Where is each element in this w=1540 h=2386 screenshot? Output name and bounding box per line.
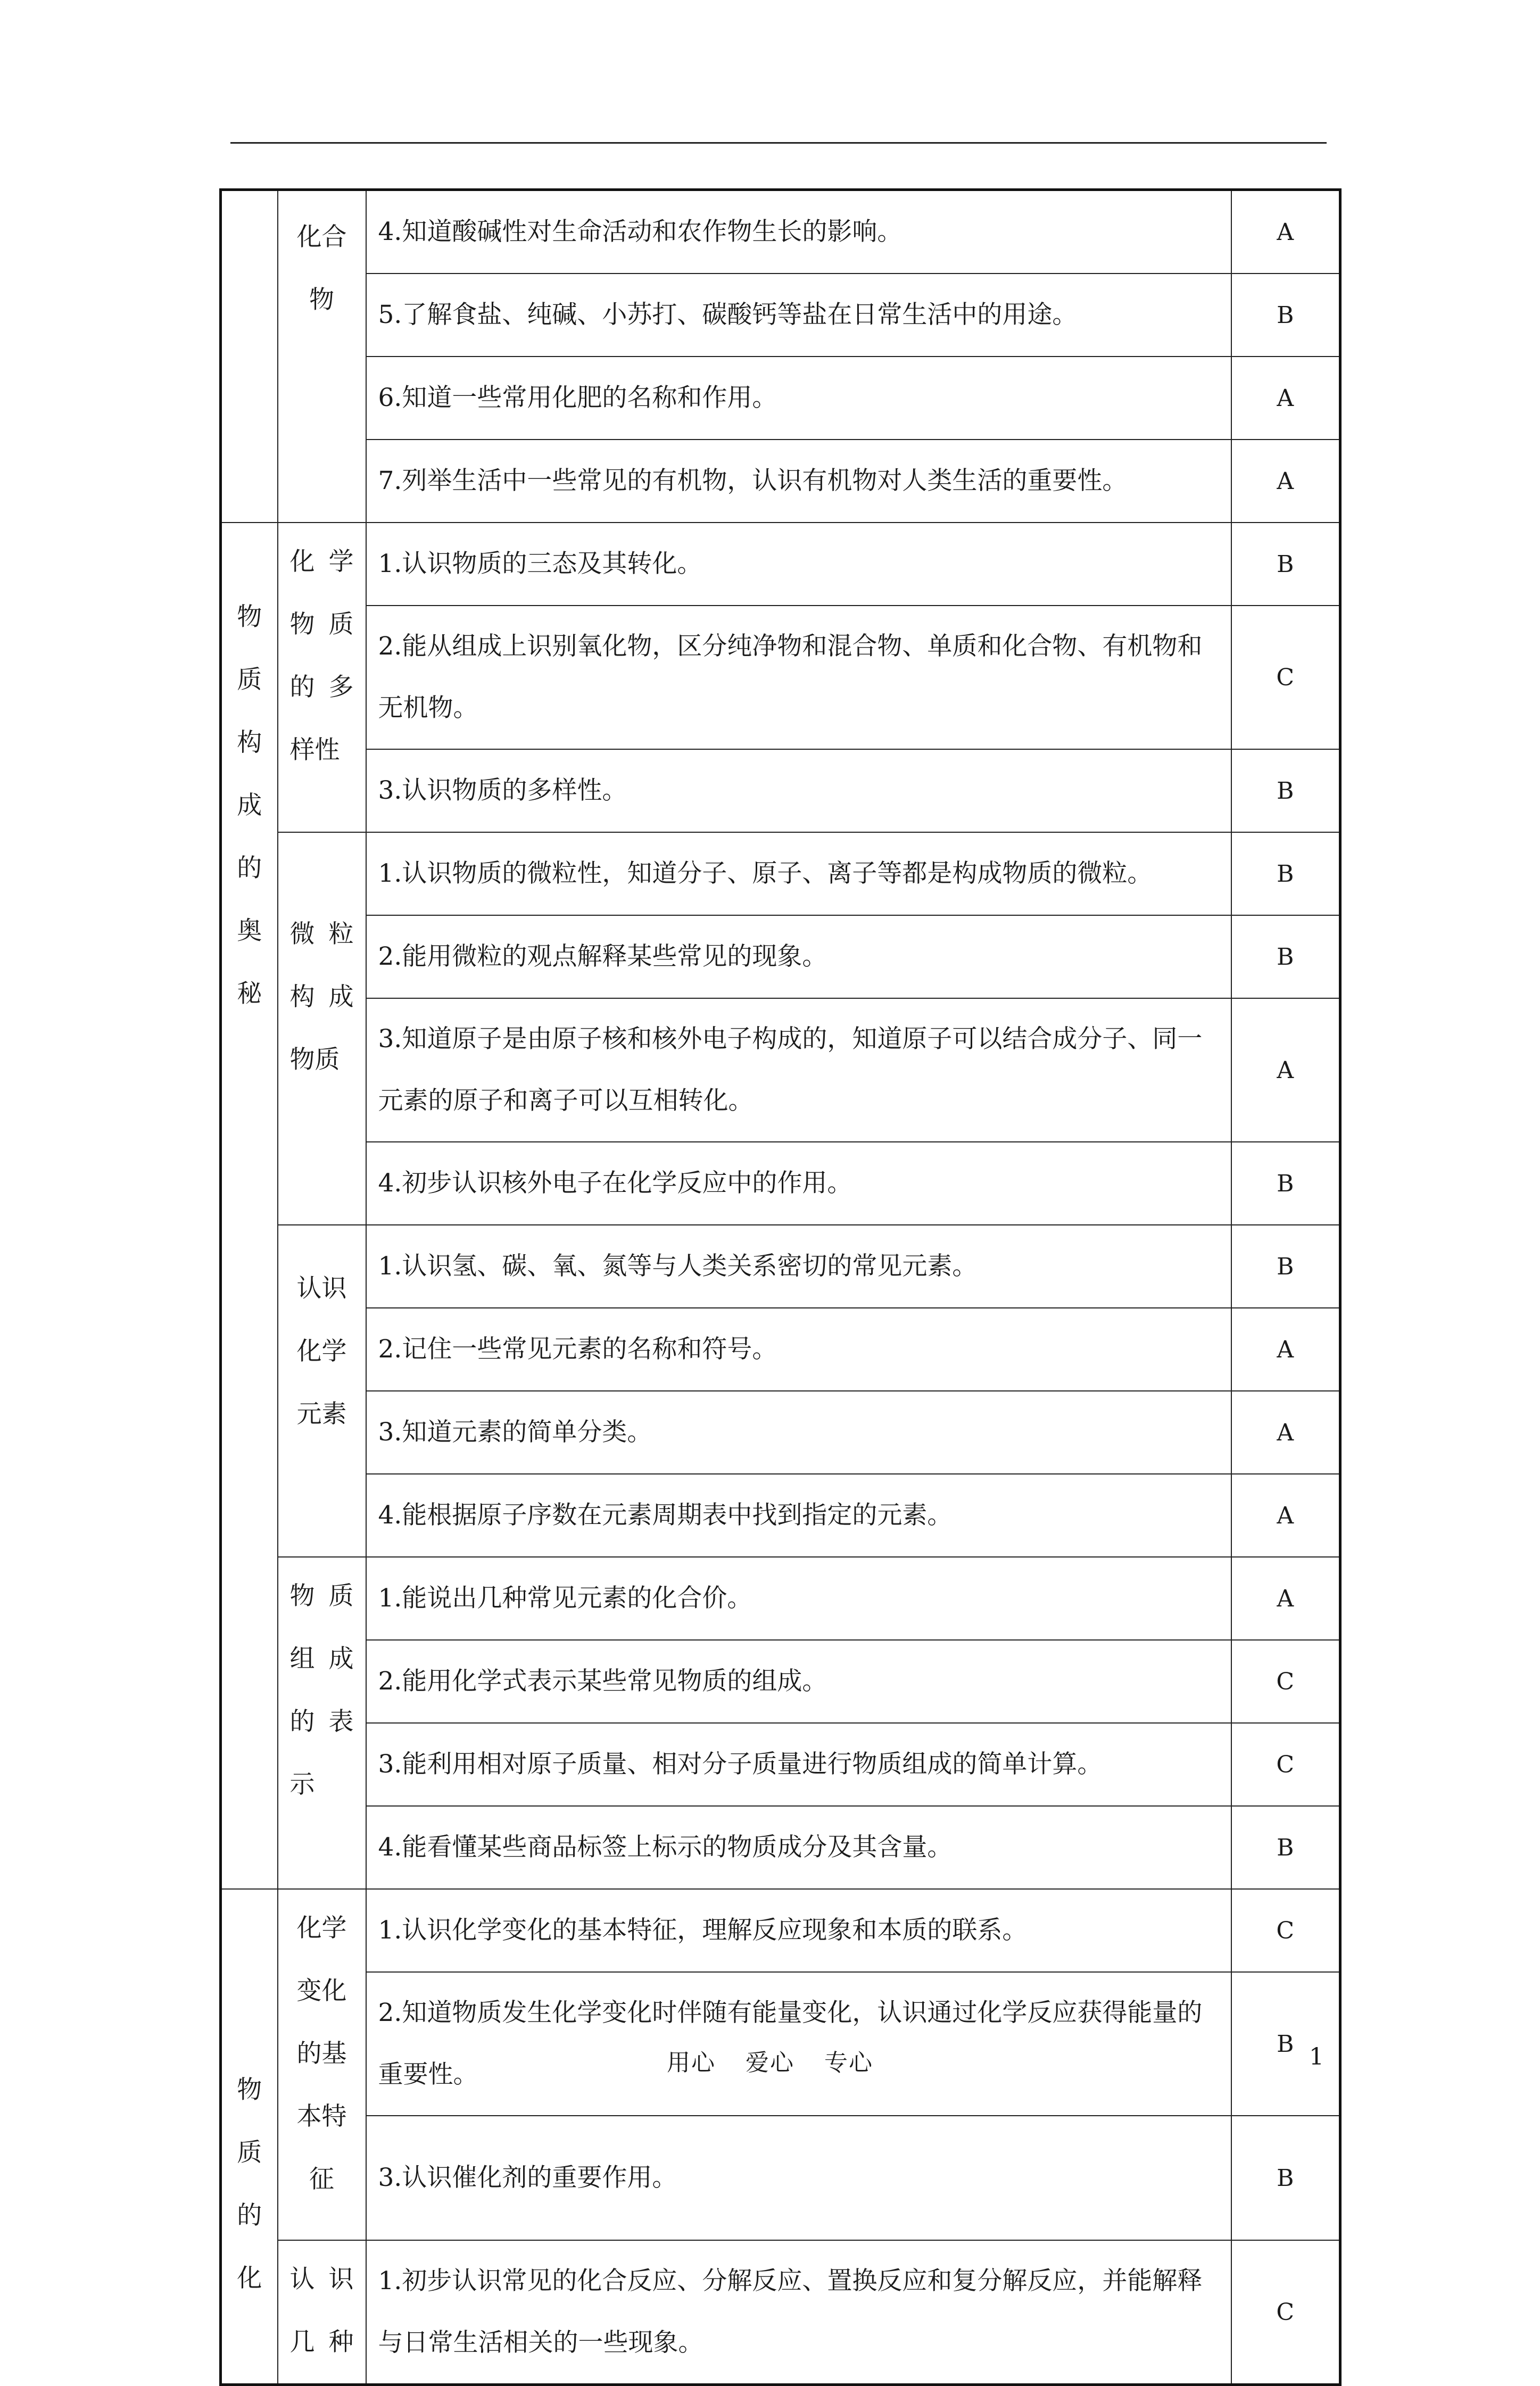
table-row <box>221 998 1340 1142</box>
table-row <box>221 2116 1340 2240</box>
standard-text: 1.认识物质的微粒性，知道分子、原子、离子等都是构成物质的微粒。 <box>366 832 1231 915</box>
table-row <box>221 1308 1340 1391</box>
standard-text: 1.认识化学变化的基本特征，理解反应现象和本质的联系。 <box>366 1889 1231 1972</box>
table-row <box>221 274 1340 357</box>
grade-cell: A <box>1231 1391 1340 1474</box>
grade-cell: C <box>1231 1723 1340 1806</box>
table-row <box>221 606 1340 749</box>
standard-text: 4.初步认识核外电子在化学反应中的作用。 <box>366 1142 1231 1225</box>
table-row <box>221 1723 1340 1806</box>
grade-cell: B <box>1231 1972 1340 2116</box>
grade-cell: B <box>1231 1142 1340 1225</box>
standard-text: 1.能说出几种常见元素的化合价。 <box>366 1557 1231 1640</box>
grade-cell: A <box>1231 1474 1340 1557</box>
table-row <box>221 1806 1340 1889</box>
grade-cell: B <box>1231 523 1340 606</box>
grade-cell: B <box>1231 1806 1340 1889</box>
topic-cell-reaction-types: 认 识 几 种 <box>278 2240 366 2385</box>
table-row <box>221 749 1340 832</box>
grade-cell: B <box>1231 749 1340 832</box>
table-row <box>221 1640 1340 1723</box>
table-row <box>221 1142 1340 1225</box>
table-row <box>221 1557 1340 1640</box>
standard-text: 3.认识物质的多样性。 <box>366 749 1231 832</box>
grade-cell: A <box>1231 357 1340 440</box>
grade-cell: A <box>1231 1557 1340 1640</box>
table-row <box>221 1474 1340 1557</box>
grade-cell: A <box>1231 1308 1340 1391</box>
standard-text: 7.列举生活中一些常见的有机物，认识有机物对人类生活的重要性。 <box>366 440 1231 523</box>
grade-cell: B <box>1231 1225 1340 1308</box>
standard-text: 6.知道一些常用化肥的名称和作用。 <box>366 357 1231 440</box>
footer-motto: 用心 爱心 专心 <box>667 2049 873 2076</box>
standard-text: 4.知道酸碱性对生命活动和农作物生长的影响。 <box>366 190 1231 274</box>
grade-cell: A <box>1231 190 1340 274</box>
standard-text: 3.知道元素的简单分类。 <box>366 1391 1231 1474</box>
standard-text: 3.能利用相对原子质量、相对分子质量进行物质组成的简单计算。 <box>366 1723 1231 1806</box>
area-cell-chemical-change <box>221 1889 278 2385</box>
grade-cell: C <box>1231 1640 1340 1723</box>
standard-text: 4.能根据原子序数在元素周期表中找到指定的元素。 <box>366 1474 1231 1557</box>
table-row <box>221 1225 1340 1308</box>
standard-text: 1.初步认识常见的化合反应、分解反应、置换反应和复分解反应，并能解释与日常生活相关的一些现象。 <box>366 2240 1231 2385</box>
table-row <box>221 915 1340 998</box>
table-row <box>221 832 1340 915</box>
grade-cell: B <box>1231 2116 1340 2240</box>
standard-text: 2.记住一些常见元素的名称和符号。 <box>366 1308 1231 1391</box>
grade-cell: B <box>1231 832 1340 915</box>
grade-cell: B <box>1231 915 1340 998</box>
grade-cell: C <box>1231 2240 1340 2385</box>
area-label: 物质的化 <box>237 2075 262 2293</box>
grade-cell: A <box>1231 440 1340 523</box>
grade-cell: C <box>1231 606 1340 749</box>
table-row <box>221 2240 1340 2385</box>
table-row <box>221 523 1340 606</box>
grade-cell: A <box>1231 998 1340 1142</box>
table-row <box>221 190 1340 274</box>
header-rule <box>230 142 1327 144</box>
grade-cell: C <box>1231 1889 1340 1972</box>
standard-text: 3.认识催化剂的重要作用。 <box>366 2116 1231 2240</box>
area-cell <box>221 190 278 523</box>
standard-text: 1.认识氢、碳、氧、氮等与人类关系密切的常见元素。 <box>366 1225 1231 1308</box>
standard-text: 4.能看懂某些商品标签上标示的物质成分及其含量。 <box>366 1806 1231 1889</box>
table-row <box>221 1391 1340 1474</box>
area-label: 物质构成的奥秘 <box>237 602 262 1008</box>
topic-cell-particles: 微 粒 构 成 物质 <box>278 832 366 1225</box>
topic-cell-elements: 认识 化学 元素 <box>278 1225 366 1557</box>
standard-text: 5.了解食盐、纯碱、小苏打、碳酸钙等盐在日常生活中的用途。 <box>366 274 1231 357</box>
topic-cell-compounds: 化合 物 <box>278 190 366 523</box>
standard-text: 1.认识物质的三态及其转化。 <box>366 523 1231 606</box>
topic-cell-diversity: 化 学 物 质 的 多 样性 <box>278 523 366 832</box>
topic-cell-composition-notation: 物 质 组 成 的 表 示 <box>278 1557 366 1889</box>
grade-cell: B <box>1231 274 1340 357</box>
standard-text: 2.能用微粒的观点解释某些常见的现象。 <box>366 915 1231 998</box>
standard-text: 2.能用化学式表示某些常见物质的组成。 <box>366 1640 1231 1723</box>
table-row <box>221 440 1340 523</box>
table-row <box>221 1889 1340 1972</box>
table-row <box>221 357 1340 440</box>
area-cell-matter-composition <box>221 523 278 1889</box>
standard-text: 3.知道原子是由原子核和核外电子构成的，知道原子可以结合成分子、同一元素的原子和离子可以互相转化。 <box>366 998 1231 1142</box>
standard-text: 2.能从组成上识别氧化物，区分纯净物和混合物、单质和化合物、有机物和无机物。 <box>366 606 1231 749</box>
page-number: 1 <box>1309 2043 1324 2070</box>
standard-text: 2.知道物质发生化学变化时伴随有能量变化，认识通过化学反应获得能量的重要性。 <box>366 1972 1231 2116</box>
topic-cell-basic-features: 化学 变化 的基 本特 征 <box>278 1889 366 2240</box>
